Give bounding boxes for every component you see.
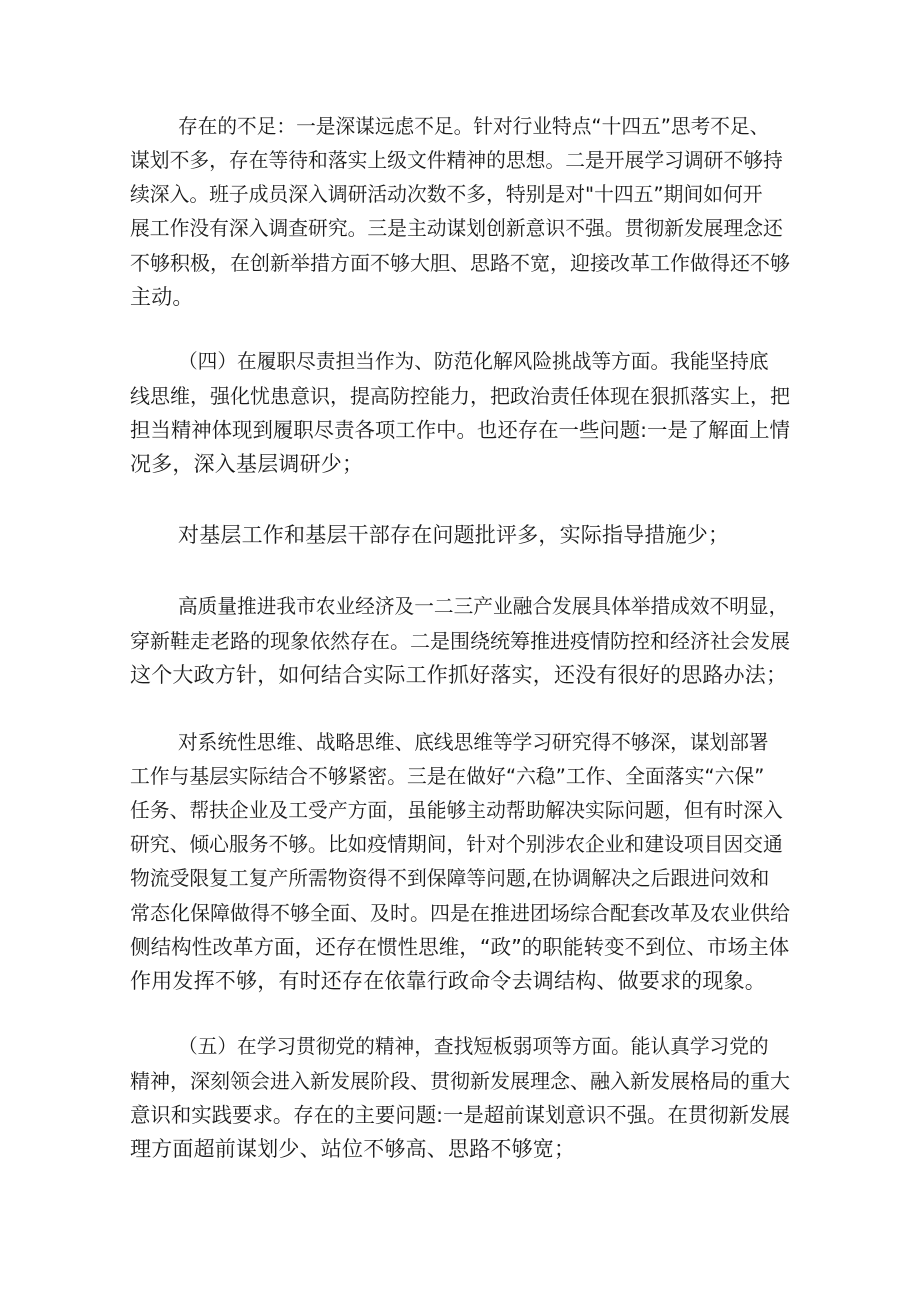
text-line: 理方面超前谋划少、站位不够高、思路不够宽；	[130, 1137, 576, 1161]
paragraph-systematic-thinking	[130, 726, 790, 998]
text-line: 存在的不足：一是深谋远虑不足。针对行业特点“十四五”思考不足、	[178, 115, 770, 138]
paragraph-section-four	[130, 345, 790, 481]
text-line: 担当精神体现到履职尽责各项工作中。也还存在一些问题:一是了解面上情	[130, 418, 790, 442]
text-line: 意识和实践要求。存在的主要问题:一是超前谋划意识不强。在贯彻新发展	[130, 1103, 790, 1127]
text-line: 主动。	[130, 285, 194, 309]
text-line: 物流受限复工复产所需物资得不到保障等问题,在协调解决之后跟进问效和	[130, 867, 770, 890]
text-line: 穿新鞋走老路的现象依然存在。二是围绕统筹推进疫情防控和经济社会发展	[130, 629, 790, 653]
text-line: 高质量推进我市农业经济及一二三产业融合发展具体举措成效不明显，	[178, 595, 789, 618]
text-line: 侧结构性改革方面，还存在惯性思维，“政”的职能转变不到位、市场主体	[130, 935, 790, 959]
text-line: 谋划不多，存在等待和落实上级文件精神的思想。二是开展学习调研不够持	[130, 149, 783, 172]
text-line: 常态化保障做得不够全面、及时。四是在推进团场综合配套改革及农业供给	[130, 901, 790, 925]
text-line: 续深入。班子成员深入调研活动次数不多，特别是对"十四五”期间如何开	[130, 183, 763, 206]
paragraph-shortcomings	[130, 110, 790, 314]
text-line: 展工作没有深入调查研究。三是主动谋划创新意识不强。贯彻新发展理念还	[130, 217, 783, 240]
text-line: 任务、帮扶企业及工受产方面，虽能够主动帮助解决实际问题，但有时深入	[130, 799, 783, 822]
text-line: （四）在履职尽责担当作为、防范化解风险挑战等方面。我能坚持底	[178, 350, 769, 373]
text-line: 研究、倾心服务不够。比如疫情期间，针对个别涉农企业和建设项目因交通	[130, 833, 783, 856]
paragraph-grassroots-criticism	[130, 518, 729, 552]
text-line: 这个大政方针，如何结合实际工作抓好落实，还没有很好的思路办法；	[130, 663, 788, 687]
text-line: （五）在学习贯彻党的精神，查找短板弱项等方面。能认真学习党的	[178, 1035, 769, 1058]
paragraph-section-five	[130, 1030, 790, 1166]
text-line: 精神，深刻领会进入新发展阶段、贯彻新发展理念、融入新发展格局的重大	[130, 1069, 790, 1093]
text-line: 不够积极，在创新举措方面不够大胆、思路不宽，迎接改革工作做得还不够	[130, 251, 790, 275]
text-line: 线思维，强化忧患意识，提高防控能力，把政治责任体现在狠抓落实上，把	[130, 384, 790, 408]
text-line: 对基层工作和基层干部存在问题批评多，实际指导措施少；	[178, 523, 730, 547]
text-line: 作用发挥不够，有时还存在依靠行政命令去调结构、做要求的现象。	[130, 969, 766, 993]
text-line: 对系统性思维、战略思维、底线思维等学习研究得不够深，谋划部署	[178, 731, 769, 754]
text-line: 况多，深入基层调研少；	[130, 452, 364, 476]
paragraph-agriculture	[130, 590, 790, 692]
text-line: 工作与基层实际结合不够紧密。三是在做好“六稳”工作、全面落实“六保”	[130, 765, 765, 788]
